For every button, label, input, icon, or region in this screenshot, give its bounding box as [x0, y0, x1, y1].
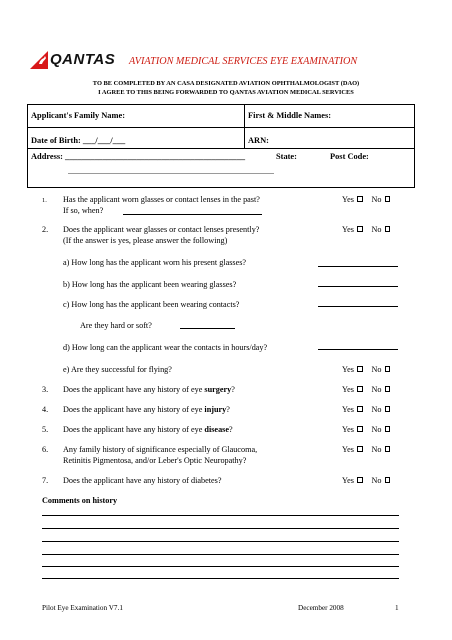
- q2d-text: d) How long can the applicant wear the contacts in hours/day?: [63, 343, 268, 352]
- state-label: State:: [276, 152, 297, 161]
- q2-answer: Yes No: [342, 225, 390, 234]
- q2e-text: e) Are they successful for flying?: [63, 365, 172, 374]
- footer-date: December 2008: [298, 604, 344, 612]
- q3-yes-checkbox[interactable]: [357, 386, 363, 392]
- comments-line-6[interactable]: [42, 578, 399, 579]
- qantas-logo: [30, 50, 122, 70]
- q6-text: Any family history of significance especially of Glaucoma,: [63, 445, 258, 454]
- address-second-line[interactable]: [68, 173, 274, 174]
- q4-text: Does the applicant have any history of eye injury?: [63, 405, 230, 414]
- logo-wordmark: QANTAS: [50, 51, 116, 68]
- comments-line-1[interactable]: [42, 515, 399, 516]
- q2c-sub-text: Are they hard or soft?: [80, 321, 152, 330]
- q6-answer: Yes No: [342, 445, 390, 454]
- date-of-birth-label: Date of Birth: ___/___/___: [31, 136, 126, 145]
- q6-sub-text: Retinitis Pigmentosa, and/or Leber's Optic Neuropathy?: [63, 456, 247, 465]
- q5-yes-checkbox[interactable]: [357, 426, 363, 432]
- q2-sub-text: (If the answer is yes, please answer the following): [63, 236, 228, 245]
- form-title: AVIATION MEDICAL SERVICES EYE EXAMINATION: [129, 56, 358, 67]
- q3-no-checkbox[interactable]: [385, 386, 391, 392]
- q7-answer: Yes No: [342, 476, 390, 485]
- q1-number: 1.: [42, 197, 47, 204]
- family-name-label: Applicant's Family Name:: [31, 111, 125, 120]
- q7-text: Does the applicant have any history of diabetes?: [63, 476, 222, 485]
- q6-number: 6.: [42, 445, 49, 454]
- page-number: 1: [395, 604, 399, 612]
- q7-yes-checkbox[interactable]: [357, 477, 363, 483]
- comments-line-2[interactable]: [42, 528, 399, 529]
- q2b-text: b) How long has the applicant been wearing glasses?: [63, 280, 237, 289]
- q2e-yes-checkbox[interactable]: [357, 366, 363, 372]
- q4-answer: Yes No: [342, 405, 390, 414]
- q1-when-field[interactable]: [123, 214, 262, 215]
- q2e-no-checkbox[interactable]: [385, 366, 391, 372]
- q2-no-checkbox[interactable]: [385, 226, 391, 232]
- q3-number: 3.: [42, 385, 49, 394]
- q5-answer: Yes No: [342, 425, 390, 434]
- q7-number: 7.: [42, 476, 49, 485]
- q2-text: Does the applicant wear glasses or contact lenses presently?: [63, 225, 260, 234]
- q1-sub-text: If so, when?: [63, 206, 104, 215]
- address-label: Address: ___________________________________________: [31, 152, 246, 161]
- q1-text: Has the applicant worn glasses or contact lenses in the past?: [63, 195, 260, 204]
- kangaroo-tail-icon: [30, 51, 48, 69]
- q2a-field[interactable]: [318, 266, 398, 267]
- q6-yes-checkbox[interactable]: [357, 446, 363, 452]
- q1-no-checkbox[interactable]: [385, 196, 391, 202]
- q5-number: 5.: [42, 425, 49, 434]
- instruction-line-2: I AGREE TO THIS BEING FORWARDED TO QANTAS AVIATION MEDICAL SERVICES: [98, 89, 354, 96]
- q2d-field[interactable]: [318, 349, 398, 350]
- comments-line-5[interactable]: [42, 566, 399, 567]
- q2a-text: a) How long has the applicant worn his present glasses?: [63, 258, 247, 267]
- q1-yes-checkbox[interactable]: [357, 196, 363, 202]
- q2e-answer: Yes No: [342, 365, 390, 374]
- comments-line-3[interactable]: [42, 541, 399, 542]
- footer-form-name: Pilot Eye Examination V7.1: [42, 604, 123, 612]
- q3-text: Does the applicant have any history of eye surgery?: [63, 385, 235, 394]
- applicant-details-table: [27, 104, 415, 188]
- q4-number: 4.: [42, 405, 49, 414]
- q5-no-checkbox[interactable]: [385, 426, 391, 432]
- q2c-text: c) How long has the applicant been wearing contacts?: [63, 300, 240, 309]
- q2c-hard-soft-field[interactable]: [180, 328, 235, 329]
- comments-label: Comments on history: [42, 496, 118, 505]
- comments-line-4[interactable]: [42, 554, 399, 555]
- q2c-field[interactable]: [318, 306, 398, 307]
- first-names-label: First & Middle Names:: [248, 111, 332, 120]
- q3-answer: Yes No: [342, 385, 390, 394]
- q7-no-checkbox[interactable]: [385, 477, 391, 483]
- postcode-label: Post Code:: [330, 152, 369, 161]
- q4-yes-checkbox[interactable]: [357, 406, 363, 412]
- q1-answer: Yes No: [342, 195, 390, 204]
- q2b-field[interactable]: [318, 286, 398, 287]
- q6-no-checkbox[interactable]: [385, 446, 391, 452]
- arn-label: ARN:: [248, 136, 269, 145]
- q4-no-checkbox[interactable]: [385, 406, 391, 412]
- instruction-line-1: TO BE COMPLETED BY AN CASA DESIGNATED AVIATION OPHTHALMOLOGIST (DAO): [92, 80, 360, 87]
- q5-text: Does the applicant have any history of eye disease?: [63, 425, 233, 434]
- q2-yes-checkbox[interactable]: [357, 226, 363, 232]
- q2-number: 2.: [42, 225, 49, 234]
